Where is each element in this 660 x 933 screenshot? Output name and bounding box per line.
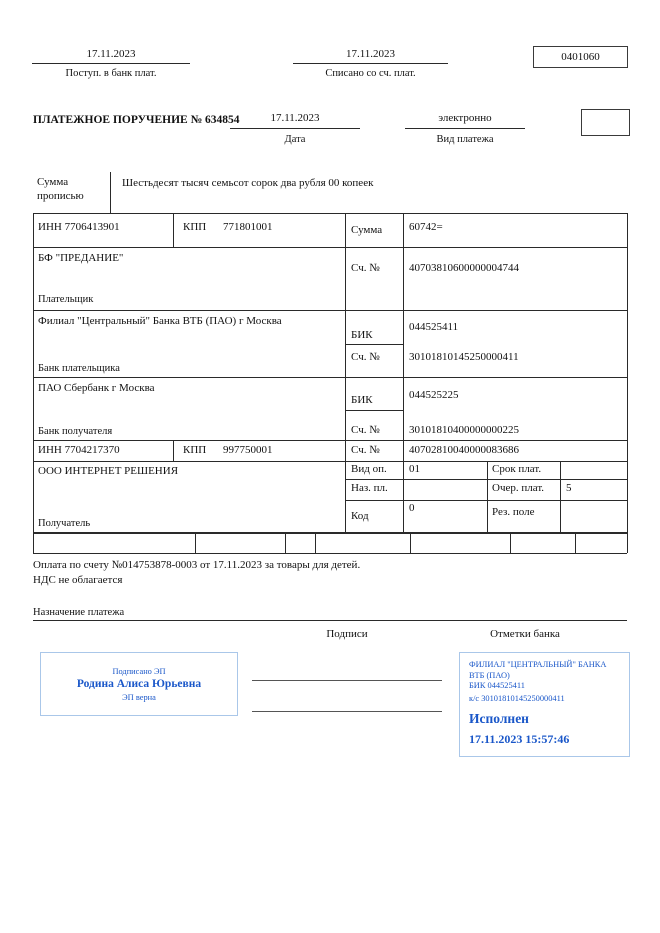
purpose-line-1: Оплата по счету №014753878-0003 от 17.11.2023 за товары для детей. [33,559,361,571]
payer-inn: ИНН 7706413901 [38,221,120,233]
table-border-line [33,213,627,214]
payer-kpp: 771801001 [223,221,273,233]
rez-pole-label: Рез. поле [492,506,535,518]
received-in-bank-date: 17.11.2023 [32,48,190,64]
naz-pl-label: Наз. пл. [351,482,388,494]
stamp-timestamp: 17.11.2023 15:57:46 [469,732,570,746]
payer-kpp-label: КПП [183,221,207,233]
payee-bank-account: 30101810400000000225 [409,424,519,436]
signature-line [252,711,442,712]
ocher-plat-value: 5 [566,482,572,494]
table-border-line [33,247,627,248]
signer-name: Родина Алиса Юрьевна [76,677,202,690]
table-border-line [173,213,174,247]
table-border-line [345,500,627,501]
table-border-line [33,461,627,462]
sum-in-words-value: Шестьдесят тысяч семьсот сорок два рубля 00 копеек [122,177,374,189]
document-date: 17.11.2023 [230,112,360,129]
payer-bank-name: Филиал "Центральный" Банка ВТБ (ПАО) г Москва [38,315,282,327]
table-border-line [345,479,627,480]
table-border-line [33,532,627,534]
sum-label: Сумма [351,224,383,236]
table-border-line [345,344,403,345]
table-border-line [33,440,627,441]
payer-bank-account-label: Сч. № [351,351,380,363]
table-border-line [575,532,576,553]
signature-line [252,680,442,681]
payer-bank-account: 30101810145250000411 [409,351,519,363]
table-border-line [173,440,174,461]
signed-with-es-text: Подписано ЭП [112,666,166,676]
kod-value: 0 [409,502,415,514]
vid-op-label: Вид оп. [351,463,387,475]
stamp-bank-bik: БИК 044525411 [469,681,525,690]
sum-in-words-label: Сумма прописью [37,176,84,202]
payee-account-label: Сч. № [351,444,380,456]
received-in-bank-label: Поступ. в банк плат. [65,68,157,79]
payee-section-label: Получатель [38,518,91,529]
table-border-line [315,532,316,553]
table-border-line [195,532,196,553]
payer-account: 40703810600000004744 [409,262,519,274]
payee-bank-name: ПАО Сбербанк г Москва [38,382,155,394]
table-border-line [33,620,627,621]
table-border-line [487,461,488,533]
payer-bank-section-label: Банк плательщика [38,363,120,374]
payee-bank-section-label: Банк получателя [38,426,113,437]
srok-plat-label: Срок плат. [492,463,542,475]
debited-from-account-label: Списано со сч. плат. [325,68,416,79]
table-border-line [33,310,627,311]
purpose-line-2: НДС не облагается [33,574,123,586]
document-title: ПЛАТЕЖНОЕ ПОРУЧЕНИЕ № 634854 [33,114,240,126]
payee-bank-account-label: Сч. № [351,424,380,436]
table-border-line [410,532,411,553]
table-border-line [285,532,286,553]
table-border-line [110,172,111,213]
payer-account-label: Сч. № [351,262,380,274]
payer-bank-bik-label: БИК [351,329,373,341]
stamp-status: Исполнен [469,711,529,726]
sum-value: 60742= [409,221,443,233]
table-border-line [33,532,34,553]
table-border-line [345,213,346,533]
table-border-line [33,213,34,533]
payer-name: БФ "ПРЕДАНИЕ" [38,252,124,264]
stamp-corr-account: к/с 30101810145250000411 [469,693,565,703]
kod-label: Код [351,510,369,522]
payee-name: ООО ИНТЕРНЕТ РЕШЕНИЯ [38,465,179,477]
payee-account: 40702810040000083686 [409,444,519,456]
table-border-line [627,213,628,533]
bank-marks-label: Отметки банка [490,628,560,640]
payee-inn: ИНН 7704217370 [38,444,120,456]
status-code-box [581,109,630,136]
ocher-plat-label: Очер. плат. [492,482,545,494]
payment-kind-label: Вид платежа [436,134,494,145]
payee-kpp: 997750001 [223,444,273,456]
form-code-box: 0401060 [533,46,628,68]
debited-from-account-date: 17.11.2023 [293,48,448,64]
payee-bank-bik-label: БИК [351,394,373,406]
stamp-bank-name: ФИЛИАЛ "ЦЕНТРАЛЬНЫЙ" БАНКА ВТБ (ПАО) [469,660,607,680]
date-label: Дата [284,134,306,145]
table-border-line [510,532,511,553]
payee-bank-bik: 044525225 [409,389,459,401]
vid-op-value: 01 [409,463,420,475]
table-border-line [33,377,627,378]
table-border-line [627,532,628,553]
payment-kind-value: электронно [405,112,525,129]
es-valid-text: ЭП верна [122,692,156,702]
table-border-line [33,553,627,554]
payer-section-label: Плательщик [38,294,94,305]
bank-execution-stamp [459,652,630,757]
signatures-label: Подписи [326,628,368,640]
payee-kpp-label: КПП [183,444,207,456]
electronic-signature-stamp [40,652,238,716]
payer-bank-bik: 044525411 [409,321,459,333]
table-border-line [403,213,404,533]
purpose-section-label: Назначение платежа [33,607,125,618]
table-border-line [560,461,561,533]
table-border-line [345,410,403,411]
